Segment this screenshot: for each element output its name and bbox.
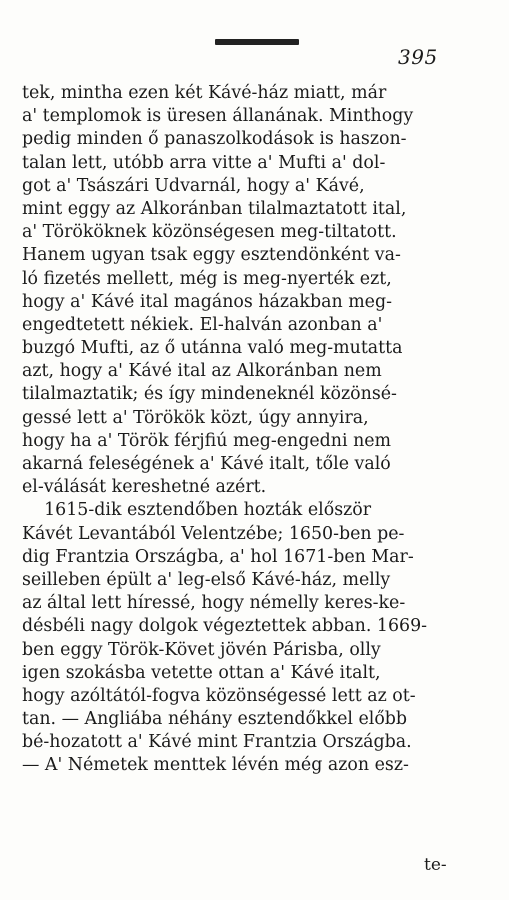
catchword: te- — [424, 855, 447, 875]
text-line: engedtetett nékiek. El-halván azonban a' — [22, 314, 383, 335]
text-line: ló fizetés mellett, még is meg-nyerték ezt, — [22, 268, 392, 289]
text-line: tek, mintha ezen két Kávé-ház miatt, már — [22, 83, 387, 103]
text-line: bé-hozatott a' Kávé mint Frantzia Országba. — [22, 732, 412, 753]
text-line: tan. — Angliába néhány esztendőkkel előbb — [22, 709, 408, 730]
text-line: hogy a' Kávé ital magános házakban meg- — [22, 291, 392, 312]
text-line: azt, hogy a' Kávé ital az Alkoránban nem — [22, 361, 382, 382]
text-line: buzgó Mufti, az ő utánna való meg-mutatta — [22, 338, 403, 359]
text-line: talan lett, utóbb arra vitte a' Mufti a' dol- — [22, 152, 386, 173]
header-rule — [215, 39, 299, 45]
text-line: az által lett híressé, hogy némelly keres-ke- — [22, 593, 406, 614]
text-line: akarná feleségének a' Kávé italt, tőle való — [22, 454, 391, 474]
text-line: dig Frantzia Országba, a' hol 1671-ben Mar- — [22, 546, 414, 567]
text-line: pedig minden ő panaszolkodások is haszon- — [22, 129, 407, 150]
text-line: hogy ha a' Török férjfiú meg-engedni nem — [22, 430, 392, 451]
text-line: désbéli nagy dolgok végeztettek abban. 1669- — [22, 616, 428, 637]
text-line: a' templomok is üresen állanának. Minthogy — [22, 106, 414, 127]
text-line: Kávét Levantából Velentzébe; 1650-ben pe- — [22, 523, 405, 544]
text-line: seilleben épült a' leg-első Kávé-ház, melly — [22, 569, 391, 590]
body-text — [22, 82, 482, 778]
text-line: a' Törököknek közönségesen meg-tiltatott. — [22, 222, 397, 243]
text-line: tilalmaztatik; és így mindeneknél közönsé- — [22, 384, 397, 405]
text-line: got a' Tsászári Udvarnál, hogy a' Kávé, — [22, 175, 365, 196]
text-line: el-válását kereshetné azért. — [22, 477, 267, 498]
text-line: mint eggy az Alkoránban tilalmaztatott ital, — [22, 198, 407, 219]
page-number: 395 — [398, 45, 438, 69]
text-line: hogy azóltától-fogva közönségessé lett az ot- — [22, 685, 416, 706]
text-line: 1615-dik esztendőben hozták először — [22, 500, 372, 521]
text-line: gessé lett a' Törökök közt, úgy annyira, — [22, 407, 369, 428]
text-line: ben eggy Török-Követ jövén Párisba, olly — [22, 639, 381, 660]
text-line: Hanem ugyan tsak eggy esztendönként va- — [22, 245, 401, 266]
text-line: igen szokásba vetette ottan a' Kávé italt, — [22, 662, 381, 683]
text-line: — A' Németek menttek lévén még azon esz- — [22, 755, 409, 776]
